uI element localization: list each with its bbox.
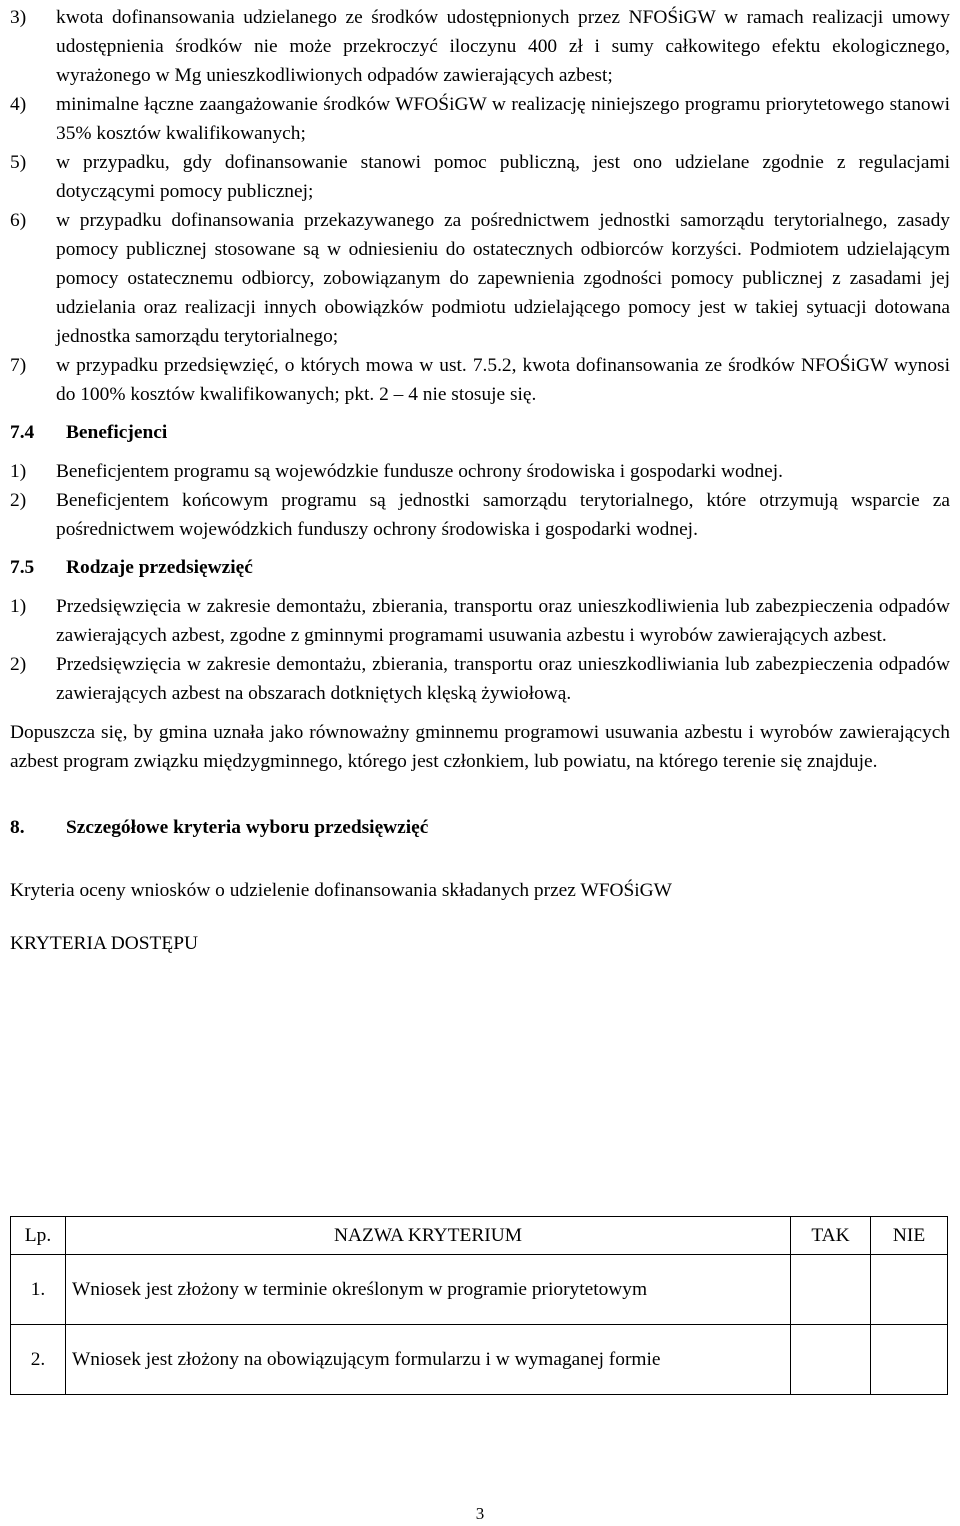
- item-text: Beneficjentem programu są wojewódzkie fundusze ochrony środowiska i gospodarki wodnej.: [56, 461, 783, 482]
- list-item: [10, 3, 950, 90]
- cell-name: Wniosek jest złożony w terminie określonym w programie priorytetowym: [65, 1255, 790, 1325]
- section-heading-7-5: [10, 554, 950, 582]
- item-text: minimalne łączne zaangażowanie środków WFOŚiGW w realizację niniejszego programu priorytetowego stanowi 35% kosztów kwalifikowanych;: [56, 94, 950, 144]
- list-item: [10, 206, 950, 351]
- item-text: w przypadku, gdy dofinansowanie stanowi pomoc publiczną, jest ono udzielane zgodnie z regulacjami dotyczącymi pomocy publicznej;: [56, 152, 950, 202]
- table-row: [11, 1255, 948, 1325]
- section-note: Dopuszcza się, by gmina uznała jako równoważny gminnemu programowi usuwania azbestu i wyrobów zawierających azbest program związku międzygminnego, którego jest członkiem, lub powiatu, na którego terenie się znajduje.: [10, 722, 950, 772]
- item-text: Przedsięwzięcia w zakresie demontażu, zbierania, transportu oraz unieszkodliwienia lub zabezpieczenia odpadów zawierających azbest, zgodne z gminnymi programami usuwania azbestu i wyrobów zawierających azbest.: [56, 596, 950, 646]
- item-number: 6): [10, 210, 27, 231]
- cell-name: Wniosek jest złożony na obowiązującym formularzu i w wymaganej formie: [65, 1325, 790, 1395]
- cell-yes: [791, 1255, 871, 1325]
- criteria-table: [10, 1216, 948, 1395]
- section-title: Beneficjenci: [66, 422, 168, 443]
- item-text: w przypadku przedsięwzięć, o których mowa w ust. 7.5.2, kwota dofinansowania ze środków NFOŚiGW wynosi do 100% kosztów kwalifikowanych; pkt. 2 – 4 nie stosuje się.: [56, 355, 950, 405]
- header-no: NIE: [871, 1217, 948, 1255]
- header-lp: Lp.: [11, 1217, 66, 1255]
- cell-lp: 2.: [11, 1325, 66, 1395]
- cell-yes: [791, 1325, 871, 1395]
- table-row: [11, 1325, 948, 1395]
- item-text: Beneficjentem końcowym programu są jednostki samorządu terytorialnego, które otrzymują wsparcie za pośrednictwem wojewódzkich funduszy ochrony środowiska i gospodarki wodnej.: [56, 490, 950, 540]
- section-number: 7.4: [10, 422, 35, 443]
- item-list-top: [10, 3, 950, 409]
- document-page: [10, 3, 950, 958]
- item-number: 2): [10, 490, 27, 511]
- item-text: Przedsięwzięcia w zakresie demontażu, zbierania, transportu oraz unieszkodliwiania lub zabezpieczenia odpadów zawierających azbest na obszarach dotkniętych klęską żywiołową.: [56, 654, 950, 704]
- item-number: 2): [10, 654, 27, 675]
- header-name: NAZWA KRYTERIUM: [65, 1217, 790, 1255]
- cell-no: [871, 1255, 948, 1325]
- section-title: Szczegółowe kryteria wyboru przedsięwzięć: [66, 817, 429, 838]
- section-number: 7.5: [10, 557, 35, 578]
- item-text: kwota dofinansowania udzielanego ze środków udostępnionych przez NFOŚiGW w ramach realizacji umowy udostępnienia środków nie może przekroczyć iloczynu 400 zł i sumy całkowitego efektu ekologicznego, wyrażonego w Mg unieszkodliwionych odpadów zawierających azbest;: [56, 7, 950, 86]
- section-title: Rodzaje przedsięwzięć: [66, 557, 253, 578]
- cell-no: [871, 1325, 948, 1395]
- table-header-row: [11, 1217, 948, 1255]
- cell-lp: 1.: [11, 1255, 66, 1325]
- item-number: 1): [10, 596, 27, 617]
- list-item: [10, 148, 950, 206]
- list-item: [10, 592, 950, 650]
- section-heading-8: [10, 814, 950, 842]
- list-item: [10, 90, 950, 148]
- criteria-intro: Kryteria oceny wniosków o udzielenie dofinansowania składanych przez WFOŚiGW: [10, 880, 672, 901]
- beneficiaries-list: [10, 457, 950, 544]
- list-item: [10, 486, 950, 544]
- project-types-list: [10, 592, 950, 708]
- item-number: 1): [10, 461, 27, 482]
- list-item: [10, 457, 950, 486]
- list-item: [10, 650, 950, 708]
- header-yes: TAK: [791, 1217, 871, 1255]
- section-number: 8.: [10, 817, 25, 838]
- page-number: 3: [475, 1504, 485, 1523]
- item-number: 5): [10, 152, 27, 173]
- item-text: w przypadku dofinansowania przekazywanego za pośrednictwem jednostki samorządu terytorialnego, zasady pomocy publicznej stosowane są w odniesieniu do ostatecznych odbiorców korzyści. Podmiotem udzielającym pomocy ostatecznemu odbiorcy, zobowiązanym do zapewnienia zgodności pomocy publicznej z zasadami jej udzielania oraz realizacji innych obowiązków podmiotu udzielającego pomocy jest w takiej sytuacji dotowana jednostka samorządu terytorialnego;: [56, 210, 950, 347]
- item-number: 3): [10, 7, 27, 28]
- item-number: 7): [10, 355, 27, 376]
- item-number: 4): [10, 94, 27, 115]
- list-item: [10, 351, 950, 409]
- section-heading-7-4: [10, 419, 950, 447]
- criteria-subheading: KRYTERIA DOSTĘPU: [10, 933, 198, 954]
